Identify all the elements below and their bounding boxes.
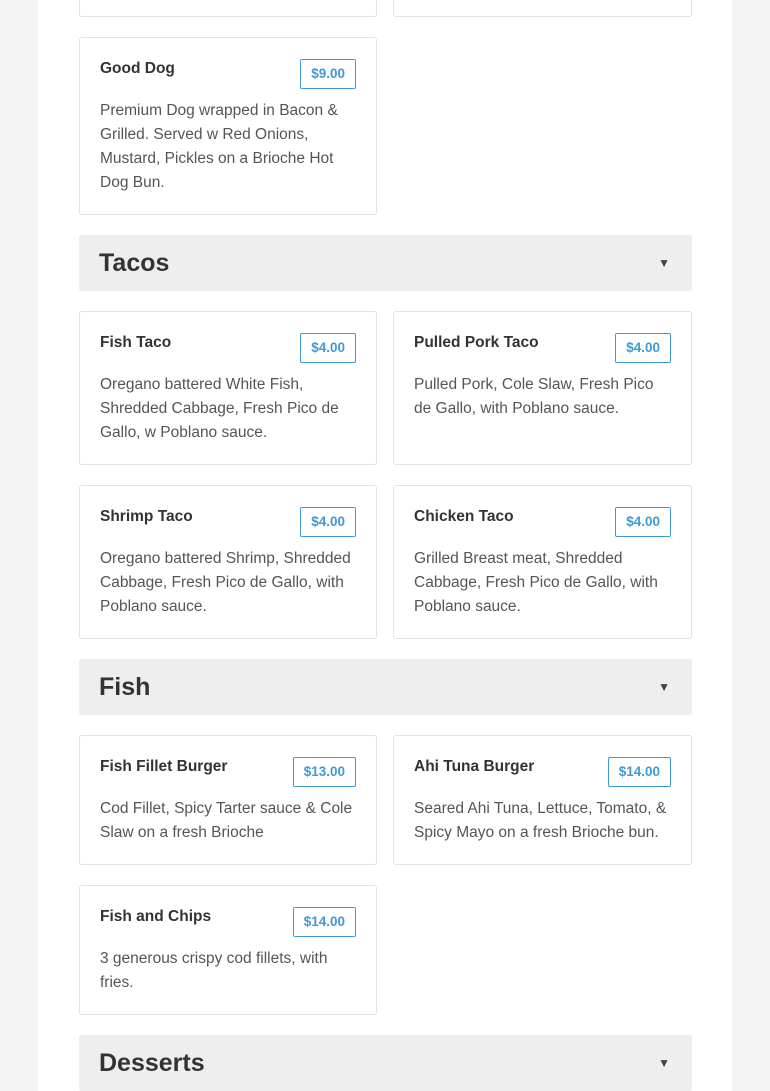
category-title: Desserts xyxy=(99,1049,205,1077)
menu-item-name: Pulled Pork Taco xyxy=(414,334,539,351)
menu-item-card[interactable] xyxy=(79,735,377,865)
category-title: Fish xyxy=(99,673,151,701)
triangle-down-icon[interactable]: ▼ xyxy=(658,1056,670,1070)
menu-item-card-partial[interactable] xyxy=(79,0,377,17)
category-header-desserts[interactable] xyxy=(79,1035,692,1091)
menu-item-name: Good Dog xyxy=(100,60,175,77)
menu-item-price-badge: $9.00 xyxy=(300,59,356,89)
menu-item-card[interactable] xyxy=(393,311,692,465)
menu-item-price-badge: $14.00 xyxy=(293,907,356,937)
menu-item-description: Cod Fillet, Spicy Tarter sauce & Cole Slaw on a fresh Brioche xyxy=(100,800,353,841)
menu-item-card-partial[interactable] xyxy=(393,0,692,17)
menu-item-price-badge: $4.00 xyxy=(300,507,356,537)
category-header-tacos[interactable] xyxy=(79,235,692,291)
triangle-down-icon[interactable]: ▼ xyxy=(658,256,670,270)
menu-item-card[interactable] xyxy=(393,485,692,639)
menu-item-description: Oregano battered Shrimp, Shredded Cabbage, Fresh Pico de Gallo, with Poblano sauce. xyxy=(100,550,351,615)
menu-item-name: Ahi Tuna Burger xyxy=(414,758,535,775)
menu-item-card[interactable] xyxy=(79,311,377,465)
menu-item-name: Shrimp Taco xyxy=(100,508,193,525)
menu-item-description: Grilled Breast meat, Shredded Cabbage, Fresh Pico de Gallo, with Poblano sauce. xyxy=(414,550,658,615)
menu-item-name: Fish Fillet Burger xyxy=(100,758,228,775)
menu-item-description: Pulled Pork, Cole Slaw, Fresh Pico de Gallo, with Poblano sauce. xyxy=(414,376,654,417)
menu-item-price-badge: $14.00 xyxy=(608,757,671,787)
triangle-down-icon[interactable]: ▼ xyxy=(658,680,670,694)
menu-item-card[interactable] xyxy=(79,885,377,1015)
menu-item-price-badge: $4.00 xyxy=(615,507,671,537)
menu-item-price-badge: $4.00 xyxy=(300,333,356,363)
menu-item-description: 3 generous crispy cod fillets, with fries. xyxy=(100,950,328,991)
menu-item-card[interactable] xyxy=(79,485,377,639)
menu-item-name: Fish and Chips xyxy=(100,908,212,925)
menu-item-card[interactable] xyxy=(393,735,692,865)
menu-item-description: Premium Dog wrapped in Bacon & Grilled. Served w Red Onions, Mustard, Pickles on a Brioche Hot Dog Bun. xyxy=(100,102,338,191)
menu-item-price-badge: $4.00 xyxy=(615,333,671,363)
menu-item-description: Oregano battered White Fish, Shredded Cabbage, Fresh Pico de Gallo, w Poblano sauce. xyxy=(100,376,339,441)
menu-item-name: Fish Taco xyxy=(100,334,172,351)
menu-item-price-badge: $13.00 xyxy=(293,757,356,787)
category-title: Tacos xyxy=(99,249,170,277)
category-header-fish[interactable] xyxy=(79,659,692,715)
menu-item-card[interactable] xyxy=(79,37,377,215)
menu-item-name: Chicken Taco xyxy=(414,508,514,525)
menu-item-description: Seared Ahi Tuna, Lettuce, Tomato, & Spicy Mayo on a fresh Brioche bun. xyxy=(414,800,667,841)
